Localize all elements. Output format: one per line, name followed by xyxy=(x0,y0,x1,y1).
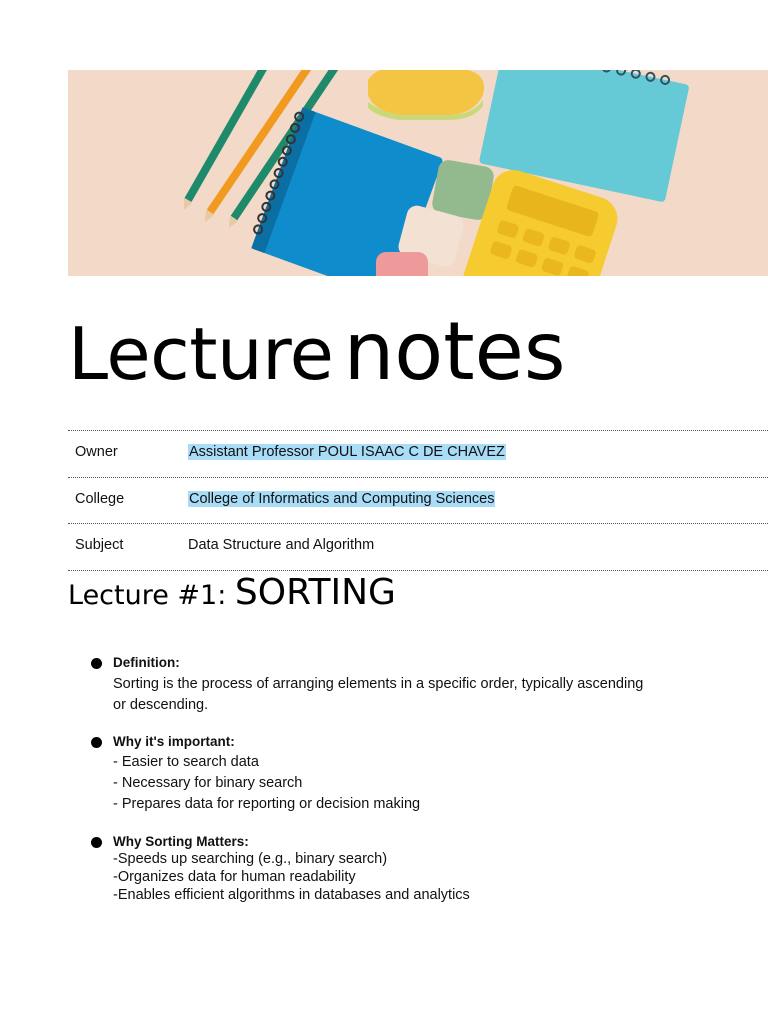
bullet-icon xyxy=(91,658,102,669)
bullet-heading: Why Sorting Matters: xyxy=(113,834,249,849)
lecture-heading-topic: SORTING xyxy=(234,572,396,613)
property-row-college xyxy=(68,477,768,524)
page-title-word-2: notes xyxy=(343,305,566,398)
page-title-word-1: Lecture xyxy=(68,312,334,396)
bullet-text-line: - Necessary for binary search xyxy=(113,775,303,791)
bullet-heading: Definition: xyxy=(113,655,180,670)
lecture-heading xyxy=(68,572,396,613)
bullet-text-line: or descending. xyxy=(113,697,209,713)
property-key: Owner xyxy=(75,444,118,460)
property-value[interactable]: Data Structure and Algorithm xyxy=(188,537,375,553)
property-value[interactable]: Assistant Professor POUL ISAAC C DE CHAVEZ xyxy=(189,444,505,460)
lecture-heading-prefix: Lecture #1: xyxy=(68,580,235,611)
properties-table xyxy=(68,430,768,571)
bullet-icon xyxy=(91,837,102,848)
bullet-icon xyxy=(91,737,102,748)
property-row-owner xyxy=(68,430,768,477)
bullet-text-line: -Enables efficient algorithms in databases and analytics xyxy=(113,887,470,903)
bullet-text-line: - Prepares data for reporting or decision making xyxy=(113,796,421,812)
bullet-text-line: -Organizes data for human readability xyxy=(113,869,356,885)
property-row-subject xyxy=(68,523,768,571)
bullet-text-line: -Speeds up searching (e.g., binary search) xyxy=(113,851,388,867)
bullet-text-line: - Easier to search data xyxy=(113,754,259,770)
cover-image xyxy=(68,70,768,276)
property-key: Subject xyxy=(75,537,124,553)
bullet-heading: Why it's important: xyxy=(113,734,235,749)
bullet-text-line: Sorting is the process of arranging elements in a specific order, typically ascending xyxy=(113,676,644,692)
property-key: College xyxy=(75,490,125,507)
property-value[interactable]: College of Informatics and Computing Sciences xyxy=(189,490,495,507)
page-title xyxy=(68,305,566,398)
